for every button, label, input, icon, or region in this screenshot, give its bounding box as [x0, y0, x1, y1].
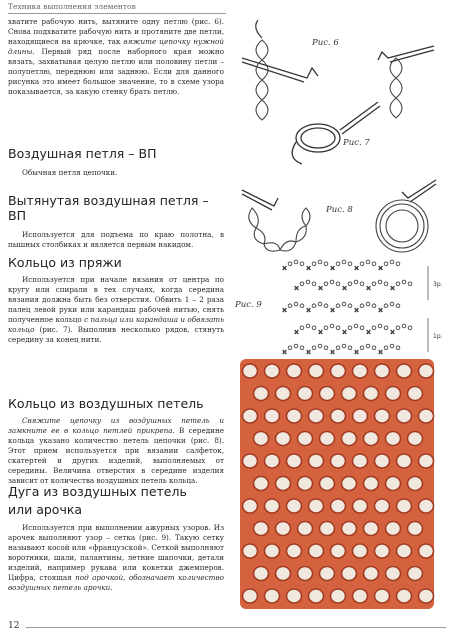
mesh-hole — [287, 364, 302, 378]
chain-loop-symbol — [396, 262, 400, 266]
mesh-hole — [276, 477, 291, 491]
mesh-hole — [309, 589, 324, 603]
header-rule — [8, 13, 226, 14]
chain-loop-symbol — [402, 280, 406, 284]
mesh-hole — [386, 567, 401, 581]
chain-loop-symbol — [372, 304, 376, 308]
mesh-hole — [254, 567, 269, 581]
chain-loop-symbol — [336, 304, 340, 308]
mesh-hole — [375, 364, 390, 378]
single-crochet-symbol: × — [282, 307, 288, 314]
figure-7-caption: Рис. 7 — [343, 138, 370, 148]
mesh-hole — [309, 454, 324, 468]
chain-loop-symbol — [300, 304, 304, 308]
chain-loop-symbol — [366, 302, 370, 306]
chain-loop-symbol — [336, 262, 340, 266]
chain-loop-symbol — [318, 260, 322, 264]
chain-loop-symbol — [372, 346, 376, 350]
chain-loop-symbol — [288, 262, 292, 266]
chain-loop-symbol — [384, 282, 388, 286]
mesh-hole — [265, 544, 280, 558]
single-crochet-symbol: × — [294, 329, 300, 336]
chain-loop-symbol — [372, 326, 376, 330]
chain-loop-symbol — [366, 260, 370, 264]
section-title: Воздушная петля – ВП — [8, 146, 157, 161]
text-part: (рис. 7). Выполнив несколько рядов, стянуть середину за конец нити. — [8, 325, 224, 344]
single-crochet-symbol: × — [282, 349, 288, 356]
chain-loop-symbol — [372, 282, 376, 286]
mesh-hole — [331, 364, 346, 378]
chain-loop-symbol — [312, 262, 316, 266]
chain-loop-symbol — [384, 262, 388, 266]
mesh-hole — [287, 409, 302, 423]
chain-loop-symbol — [378, 280, 382, 284]
mesh-hole — [320, 432, 335, 446]
mesh-hole — [265, 589, 280, 603]
mesh-hole — [287, 589, 302, 603]
mesh-hole — [298, 477, 313, 491]
chain-loop-symbol — [312, 282, 316, 286]
footer-rule — [26, 627, 446, 628]
section-yarn-ring — [8, 255, 224, 345]
section-extended-loop — [8, 193, 224, 250]
chain-loop-symbol — [348, 326, 352, 330]
mesh-hole — [419, 499, 434, 513]
mesh-hole — [353, 409, 368, 423]
mesh-hole — [276, 432, 291, 446]
mesh-hole — [342, 477, 357, 491]
mesh-hole — [298, 432, 313, 446]
figure-7-illustration — [282, 98, 392, 170]
chain-loop-symbol — [348, 346, 352, 350]
mesh-hole — [353, 544, 368, 558]
mesh-hole — [364, 477, 379, 491]
section-title-line-2: или арочка — [8, 502, 83, 517]
mesh-hole — [331, 589, 346, 603]
mesh-hole — [419, 544, 434, 558]
chain-loop-symbol — [288, 346, 292, 350]
mesh-hole — [298, 567, 313, 581]
mesh-hole — [276, 522, 291, 536]
section-title: Вытянутая воздушная петля – ВП — [8, 193, 209, 223]
single-crochet-symbol: × — [342, 285, 348, 292]
chain-loop-symbol — [408, 326, 412, 330]
mesh-hole — [386, 477, 401, 491]
mesh-hole — [254, 432, 269, 446]
mesh-hole — [276, 387, 291, 401]
text-italic: с пальца или карандаша и обвязать кольцо — [8, 315, 224, 334]
single-crochet-symbol: × — [330, 307, 336, 314]
chain-loop-symbol — [330, 324, 334, 328]
mesh-hole — [276, 567, 291, 581]
chain-loop-symbol — [312, 304, 316, 308]
text-italic: Свяжите цепочку из воздушных петель и замкните ее в кольцо петлей прикрепа — [8, 416, 224, 435]
single-crochet-symbol: × — [330, 349, 336, 356]
chain-loop-symbol — [360, 262, 364, 266]
single-crochet-symbol: × — [282, 265, 288, 272]
chain-loop-symbol — [300, 326, 304, 330]
mesh-hole — [408, 387, 423, 401]
chain-loop-symbol — [354, 280, 358, 284]
intro-text-1: хватите рабочую нить, вытяните одну петлю (рис. 6). Снова подхватите рабочую нить и протяните две петли, находящиеся на крючке, так — [8, 17, 224, 46]
mesh-hole — [287, 499, 302, 513]
section-text — [8, 416, 224, 486]
section-chain-ring — [8, 396, 224, 486]
mesh-hole — [397, 364, 412, 378]
chain-loop-symbol — [384, 304, 388, 308]
mesh-hole — [386, 522, 401, 536]
chain-loop-symbol — [396, 304, 400, 308]
mesh-hole — [386, 432, 401, 446]
chain-loop-symbol — [294, 344, 298, 348]
chain-loop-symbol — [384, 326, 388, 330]
mesh-hole — [353, 364, 368, 378]
mesh-hole — [265, 409, 280, 423]
mesh-hole — [265, 454, 280, 468]
mesh-hole — [353, 454, 368, 468]
mesh-hole — [353, 589, 368, 603]
chain-loop-symbol — [360, 304, 364, 308]
mesh-hole — [265, 364, 280, 378]
mesh-hole — [375, 454, 390, 468]
single-crochet-symbol: × — [390, 285, 396, 292]
chain-loop-symbol — [396, 346, 400, 350]
mesh-hole — [419, 454, 434, 468]
mesh-hole — [254, 477, 269, 491]
intro-text-italic: вяжите цепочку нужной длины — [8, 37, 224, 56]
mesh-hole — [375, 499, 390, 513]
mesh-hole — [331, 454, 346, 468]
running-header: Техника выполнения элементов — [8, 2, 136, 11]
mesh-hole — [375, 409, 390, 423]
chain-loop-symbol — [324, 262, 328, 266]
mesh-hole — [397, 544, 412, 558]
section-air-loop — [8, 146, 224, 178]
mesh-hole — [408, 477, 423, 491]
mesh-hole — [408, 522, 423, 536]
figure-9-caption: Рис. 9 — [235, 300, 262, 310]
mesh-hole — [364, 387, 379, 401]
mesh-hole — [331, 409, 346, 423]
mesh-hole — [331, 544, 346, 558]
mesh-hole — [397, 589, 412, 603]
figure-6-caption: Рис. 6 — [312, 38, 339, 48]
figure-8-ring-illustration — [372, 176, 442, 256]
mesh-hole — [243, 589, 258, 603]
mesh-hole — [309, 364, 324, 378]
mesh-hole — [309, 544, 324, 558]
mesh-hole — [243, 454, 258, 468]
section-chain-arch — [8, 484, 224, 593]
chain-loop-symbol — [300, 282, 304, 286]
chain-loop-symbol — [324, 282, 328, 286]
section-text — [8, 275, 224, 345]
single-crochet-symbol: × — [318, 285, 324, 292]
mesh-hole — [419, 589, 434, 603]
mesh-hole — [375, 589, 390, 603]
mesh-hole — [320, 387, 335, 401]
chain-loop-symbol — [378, 324, 382, 328]
mesh-hole — [364, 432, 379, 446]
single-crochet-symbol: × — [306, 307, 312, 314]
mesh-hole — [287, 544, 302, 558]
mesh-hole — [342, 387, 357, 401]
mesh-hole — [298, 387, 313, 401]
mesh-hole — [419, 409, 434, 423]
chain-loop-symbol — [336, 282, 340, 286]
single-crochet-symbol: × — [366, 285, 372, 292]
chain-loop-symbol — [330, 280, 334, 284]
section-title: Кольцо из воздушных петель — [8, 396, 204, 411]
section-text: Используется для подъема по краю полотна, в пышных столбиках и является первым накидом. — [8, 230, 224, 249]
mesh-hole — [397, 409, 412, 423]
section-title: Кольцо из пряжи — [8, 255, 122, 270]
section-title-line-1: Дуга из воздушных петель — [8, 484, 187, 499]
mesh-hole — [408, 567, 423, 581]
single-crochet-symbol: × — [294, 285, 300, 292]
section-text: Обычная петля цепочки. — [22, 168, 118, 177]
chain-loop-symbol — [342, 302, 346, 306]
single-crochet-symbol: × — [306, 265, 312, 272]
mesh-hole — [397, 499, 412, 513]
chain-loop-symbol — [342, 260, 346, 264]
page-number: 12 — [8, 621, 20, 631]
row-label-3: 3р. — [433, 281, 443, 288]
row-label-1: 1р. — [433, 333, 443, 340]
chain-loop-symbol — [396, 326, 400, 330]
mesh-hole — [320, 477, 335, 491]
mesh-hole — [309, 499, 324, 513]
chain-loop-symbol — [372, 262, 376, 266]
mesh-hole — [309, 409, 324, 423]
mesh-hole — [265, 499, 280, 513]
chain-loop-symbol — [354, 324, 358, 328]
chain-loop-symbol — [408, 282, 412, 286]
chain-loop-symbol — [324, 346, 328, 350]
knitted-mesh-swatch-photo — [236, 357, 438, 611]
single-crochet-symbol: × — [390, 329, 396, 336]
text-italic: под арочкой, обозначает количество воздушных петель арочки — [8, 573, 224, 592]
mesh-hole — [243, 364, 258, 378]
mesh-hole — [320, 567, 335, 581]
mesh-hole — [243, 544, 258, 558]
section-text — [8, 523, 224, 593]
intro-text-2: . Первый ряд после наборного края можно вязать, захватывая целую петлю или половину петли – полупетлю, переднюю или заднюю. Если для данного рисунка это имеет большое значение, то в схеме узора показывается, за какую стенку брать петлю. — [8, 47, 224, 96]
chain-loop-symbol — [402, 324, 406, 328]
chain-loop-symbol — [342, 344, 346, 348]
chain-loop-symbol — [288, 304, 292, 308]
chain-loop-symbol — [384, 346, 388, 350]
mesh-hole — [397, 454, 412, 468]
chain-loop-symbol — [318, 344, 322, 348]
single-crochet-symbol: × — [354, 307, 360, 314]
single-crochet-symbol: × — [318, 329, 324, 336]
text-part: . — [110, 583, 113, 592]
intro-paragraph — [8, 17, 224, 97]
text-part: Используется при выполнении ажурных узоров. Из арочек выполняют узор – сетка (рис. 9). Такую сетку называют косой или «французской». Сеткой выполняют воротники, шали, палантины, летние шапочки, детали изделий, например рукава или кокетки джемперов. Цифра, стоящая — [8, 523, 224, 582]
mesh-hole — [364, 522, 379, 536]
mesh-hole — [375, 544, 390, 558]
single-crochet-symbol: × — [354, 349, 360, 356]
mesh-hole — [287, 454, 302, 468]
figure-9-diagram — [280, 258, 450, 358]
intro-block — [8, 17, 224, 97]
single-crochet-symbol: × — [378, 349, 384, 356]
mesh-hole — [254, 522, 269, 536]
chain-loop-symbol — [300, 346, 304, 350]
mesh-hole — [342, 522, 357, 536]
chain-loop-symbol — [390, 302, 394, 306]
figure-8-caption: Рис. 8 — [326, 205, 353, 215]
mesh-hole — [243, 499, 258, 513]
mesh-hole — [386, 387, 401, 401]
single-crochet-symbol: × — [330, 265, 336, 272]
chain-loop-symbol — [312, 346, 316, 350]
chain-loop-symbol — [294, 260, 298, 264]
text-part: Используется при начале вязания от центра по кругу или спирали в тех случаях, когда середина вязания должна быть без отверстия. Обвить 1 – 2 раза палец левой руки или карандаш рабочей нитью, снять полученное кольцо — [8, 275, 224, 324]
mesh-hole — [320, 522, 335, 536]
chain-loop-symbol — [396, 282, 400, 286]
chain-loop-symbol — [294, 302, 298, 306]
chain-loop-symbol — [390, 260, 394, 264]
mesh-hole — [331, 499, 346, 513]
single-crochet-symbol: × — [354, 265, 360, 272]
chain-loop-symbol — [318, 302, 322, 306]
single-crochet-symbol: × — [378, 307, 384, 314]
chain-loop-symbol — [312, 326, 316, 330]
single-crochet-symbol: × — [306, 349, 312, 356]
chain-loop-symbol — [390, 344, 394, 348]
chain-loop-symbol — [306, 280, 310, 284]
chain-loop-symbol — [336, 346, 340, 350]
chain-loop-symbol — [324, 326, 328, 330]
mesh-hole — [419, 364, 434, 378]
mesh-hole — [353, 499, 368, 513]
mesh-hole — [342, 567, 357, 581]
mesh-hole — [298, 522, 313, 536]
mesh-hole — [364, 567, 379, 581]
single-crochet-symbol: × — [366, 329, 372, 336]
chain-loop-symbol — [300, 262, 304, 266]
chain-loop-symbol — [336, 326, 340, 330]
single-crochet-symbol: × — [342, 329, 348, 336]
single-crochet-symbol: × — [378, 265, 384, 272]
chain-loop-symbol — [306, 324, 310, 328]
chain-loop-symbol — [360, 326, 364, 330]
chain-loop-symbol — [324, 304, 328, 308]
text-part: . В середине кольца указано количество петель цепочки (рис. 8). Этот прием используется при вязании салфеток, скатертей и других изделий, выполняемых от середины. Величина отверстия в середине изделия зависит от количества воздушных петель кольца. — [8, 426, 225, 485]
chain-loop-symbol — [360, 346, 364, 350]
mesh-hole — [342, 432, 357, 446]
figure-8-chain-illustration — [234, 178, 344, 258]
mesh-hole — [408, 432, 423, 446]
chain-loop-symbol — [348, 304, 352, 308]
chain-loop-symbol — [348, 282, 352, 286]
chain-loop-symbol — [366, 344, 370, 348]
chain-loop-symbol — [348, 262, 352, 266]
mesh-hole — [243, 409, 258, 423]
mesh-hole — [254, 387, 269, 401]
chain-loop-symbol — [360, 282, 364, 286]
